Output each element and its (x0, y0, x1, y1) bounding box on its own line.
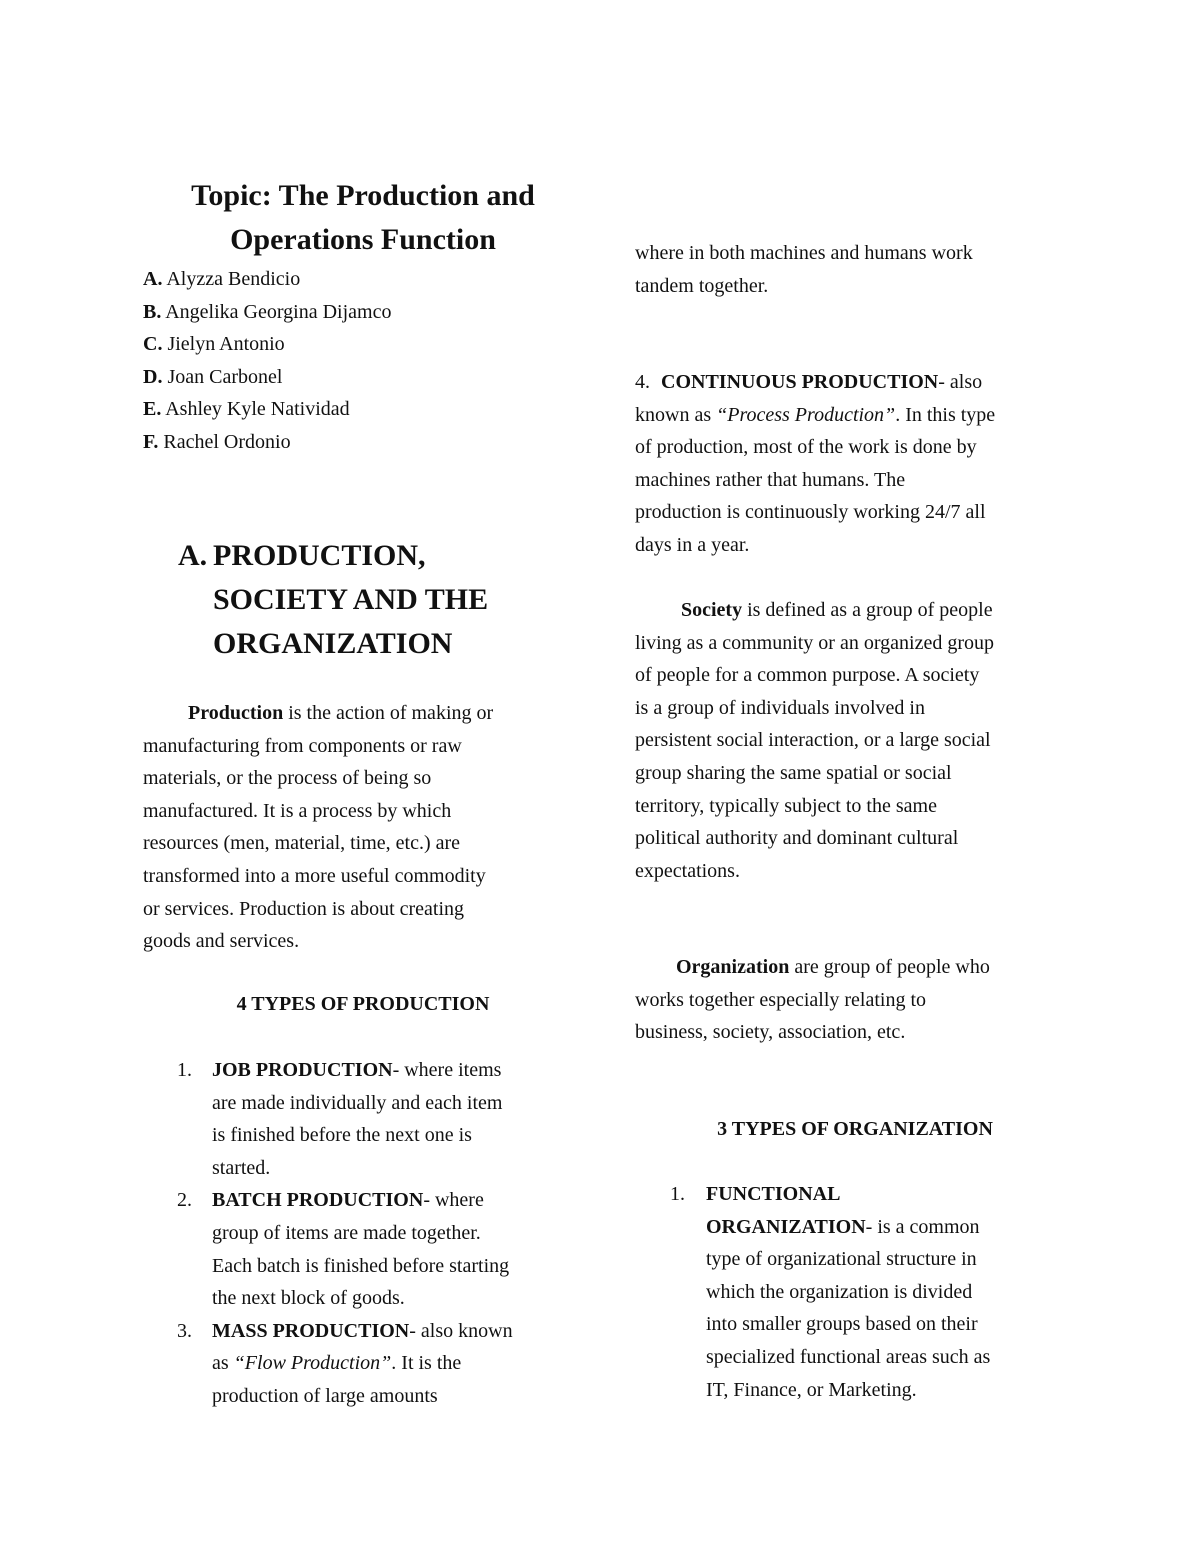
organization-term: Organization (676, 956, 790, 978)
author-item: A. Alyzza Bendicio (143, 268, 301, 290)
section-title: PRODUCTION, SOCIETY AND THE ORGANIZATION (213, 539, 489, 660)
mass-production-continued: where in both machines and humans work tandem together. (635, 242, 973, 297)
item-term: FUNCTIONAL (706, 1183, 841, 1205)
continuous-production-item: 4. CONTINUOUS PRODUCTION- also known as “Process Production”. In this type of production, most of the work is done by machines rather that humans. The production is continuously working 24/7 all days in a year. (635, 371, 996, 556)
item-term: CONTINUOUS PRODUCTION (661, 371, 939, 393)
list-item: FUNCTIONAL ORGANIZATION- is a common type of organizational structure in which the organization is divided into smaller groups based on their specialized functional areas such as IT, Finance, or Marketing. (706, 1183, 991, 1401)
section-heading-a (143, 534, 583, 666)
list-item: 1. JOB PRODUCTION- where items are made individually and each item is finished before the next one is started. (143, 1054, 583, 1184)
section-letter: A. (178, 539, 208, 572)
list-item: 3. MASS PRODUCTION- also known as “Flow Production”. It is the production of large amounts (143, 1315, 583, 1413)
title-line-2: Operations Function (230, 223, 496, 256)
author-item: B. Angelika Georgina Dijamco (143, 300, 392, 323)
production-term: Production (188, 702, 284, 724)
list-number: 4. (635, 371, 650, 393)
list-number: 1. (177, 1059, 192, 1081)
author-item: F. Rachel Ordonio (143, 430, 291, 453)
item-term: MASS PRODUCTION (212, 1319, 410, 1342)
production-types-list (143, 1054, 583, 1413)
title-line-1: Topic: The Production and (191, 179, 535, 212)
list-item: 2. BATCH PRODUCTION- where group of items are made together. Each batch is finished before starting the next block of goods. (143, 1184, 583, 1314)
author-item: E. Ashley Kyle Natividad (143, 398, 350, 421)
types-of-production-heading: 4 TYPES OF PRODUCTION (236, 993, 490, 1015)
item-term: ORGANIZATION (706, 1215, 866, 1238)
item-term: BATCH PRODUCTION (212, 1189, 424, 1212)
item-term: JOB PRODUCTION (212, 1059, 393, 1081)
types-of-organization-heading: 3 TYPES OF ORGANIZATION (717, 1118, 993, 1140)
society-paragraph: Society is defined as a group of people living as a community or an organized group of people for a common purpose. A society is a group of individuals involved in persistent social interaction, or a large social group sharing the same spatial or social territory, typically subject to the same political authority and dominant cultural expectations. (635, 599, 994, 882)
list-number: 1. (670, 1183, 685, 1205)
document-title (143, 174, 583, 262)
production-paragraph: Production is the action of making or manufacturing from components or raw materials, or the process of being so manufactured. It is a process by which resources (men, material, time, etc.) are transformed into a more useful commodity or services. Production is about creating goods and services. (143, 702, 494, 953)
author-item: D. Joan Carbonel (143, 365, 283, 388)
author-list (143, 263, 583, 459)
list-number: 3. (177, 1319, 192, 1342)
author-item: C. Jielyn Antonio (143, 333, 285, 356)
organization-types-list (635, 1178, 1075, 1406)
society-term: Society (681, 599, 743, 621)
organization-paragraph: Organization are group of people who works together especially relating to business, society, association, etc. (635, 956, 990, 1044)
list-number: 2. (177, 1189, 192, 1212)
